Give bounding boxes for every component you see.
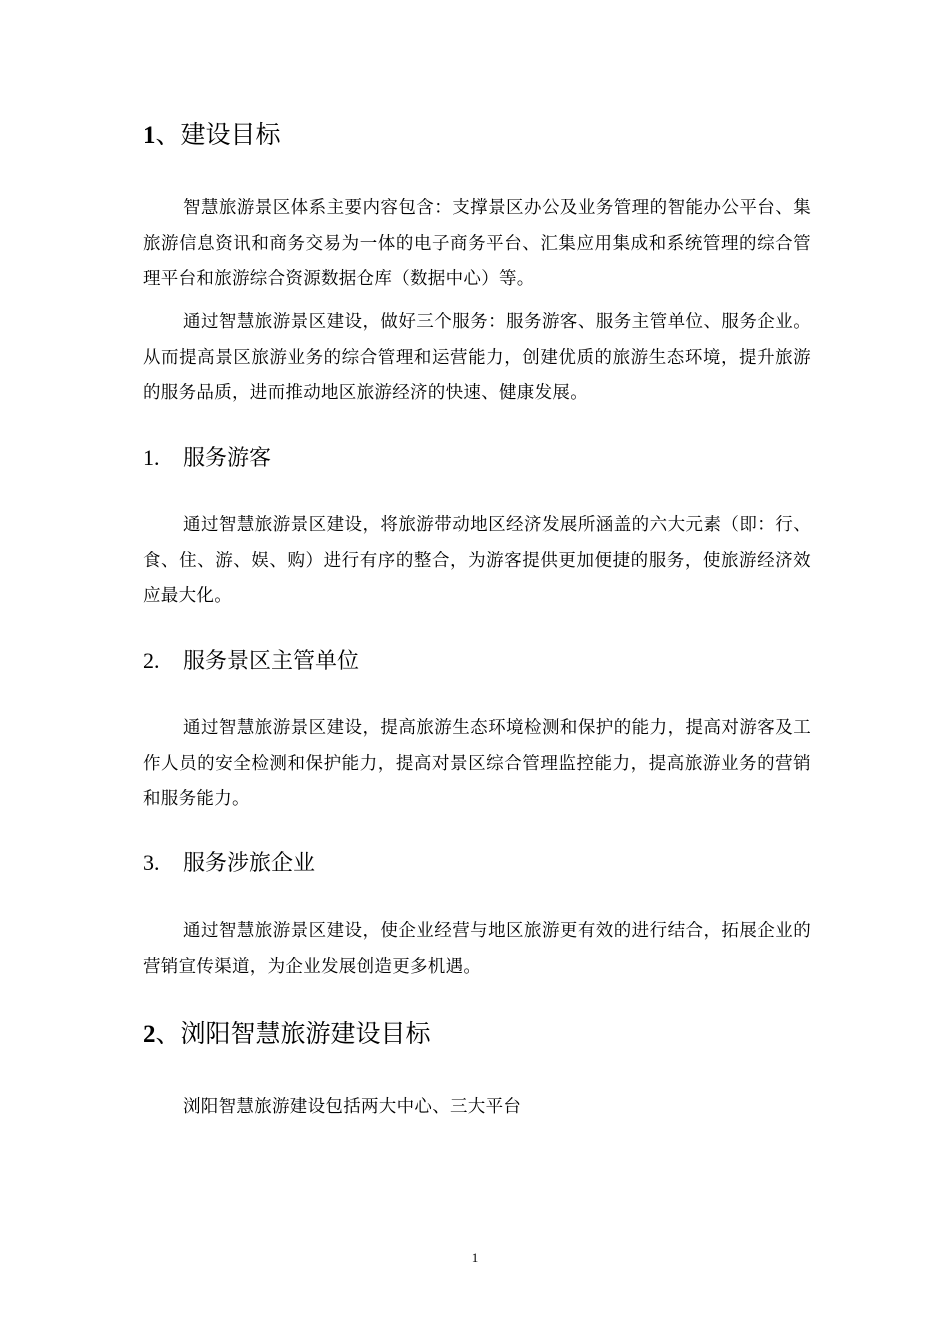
subsection-1-paragraph: 通过智慧旅游景区建设，将旅游带动地区经济发展所涵盖的六大元素（即：行、食、住、游、娱、购）进行有序的整合，为游客提供更加便捷的服务，使旅游经济效应最大化。 [143, 515, 811, 606]
section-number: 1 [143, 122, 156, 149]
section-1-heading [143, 119, 281, 152]
section-title: 、浏阳智慧旅游建设目标 [155, 1019, 431, 1048]
page-number: 1 [471, 1250, 479, 1265]
section-2-paragraph: 浏阳智慧旅游建设包括两大中心、三大平台 [183, 1097, 522, 1117]
subsection-title: 服务游客 [183, 446, 272, 471]
subsection-number: 1. [143, 445, 160, 470]
subsection-number: 3. [143, 850, 160, 875]
services-paragraph: 通过智慧旅游景区建设，做好三个服务：服务游客、服务主管单位、服务企业。从而提高景区旅游业务的综合管理和运营能力，创建优质的旅游生态环境，提升旅游的服务品质，进而推动地区旅游经济的快速、健康发展。 [143, 312, 811, 403]
subsection-title: 服务景区主管单位 [183, 649, 360, 674]
subsection-2-heading [143, 646, 359, 677]
subsection-2-paragraph: 通过智慧旅游景区建设，提高旅游生态环境检测和保护的能力，提高对游客及工作人员的安全检测和保护能力，提高对景区综合管理监控能力，提高旅游业务的营销和服务能力。 [143, 718, 811, 809]
intro-paragraph: 智慧旅游景区体系主要内容包含：支撑景区办公及业务管理的智能办公平台、集旅游信息资讯和商务交易为一体的电子商务平台、汇集应用集成和系统管理的综合管理平台和旅游综合资源数据仓库（数据中心）等。 [143, 198, 811, 289]
subsection-number: 2. [143, 648, 160, 673]
subsection-3-paragraph: 通过智慧旅游景区建设，使企业经营与地区旅游更有效的进行结合，拓展企业的营销宣传渠道，为企业发展创造更多机遇。 [143, 921, 811, 977]
subsection-1-heading [143, 443, 271, 474]
section-2-heading [143, 1018, 431, 1051]
subsection-title: 服务涉旅企业 [183, 851, 316, 876]
section-number: 2 [143, 1021, 156, 1048]
subsection-3-heading [143, 848, 315, 879]
section-title: 、建设目标 [155, 120, 281, 149]
